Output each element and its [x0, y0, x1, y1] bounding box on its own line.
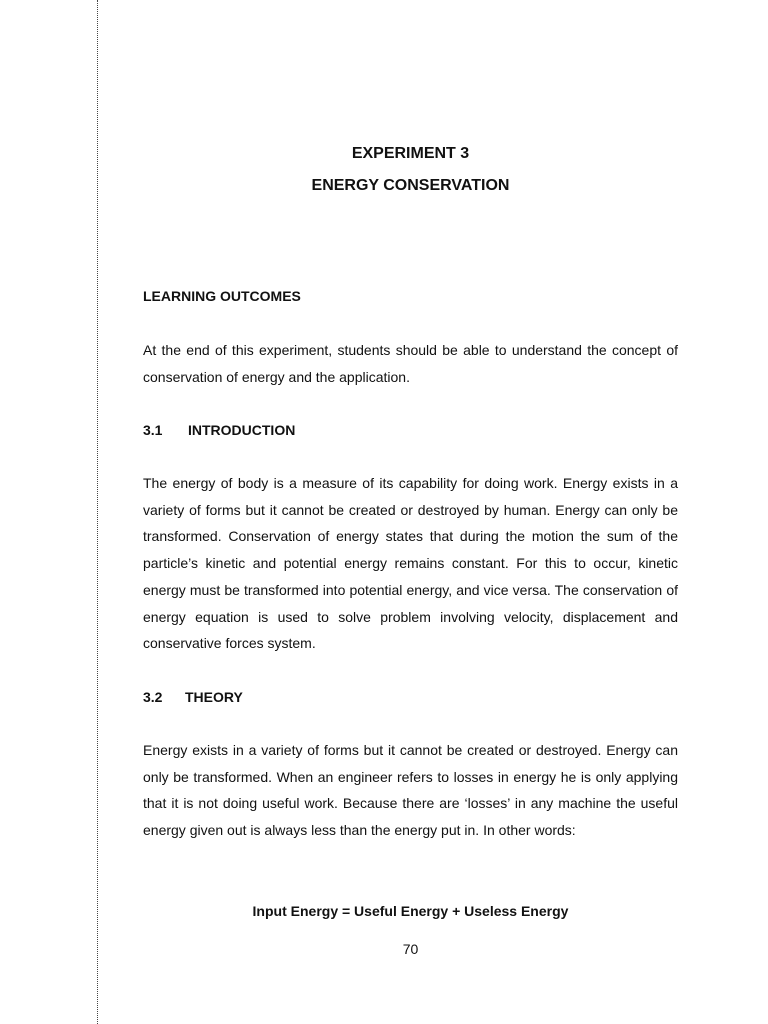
- theory-text: Energy exists in a variety of forms but it cannot be created or destroyed. Energy can only be transformed. When an engineer refers to losses in energy he is only applying that it is not doing useful work. Because there are ‘losses’ in any machine the useful energy given out is always less than the energy put in. In other words:: [143, 742, 678, 839]
- section-number: 3.1: [143, 422, 163, 438]
- learning-outcomes-heading: LEARNING OUTCOMES: [143, 288, 301, 304]
- experiment-title: ENERGY CONSERVATION: [311, 177, 510, 194]
- introduction-text: The energy of body is a measure of its capability for doing work. Energy exists in a variety of forms but it cannot be created or destroyed by human. Energy can only be transformed. Conservation of energy states that during the motion the sum of the particle’s kinetic and potential energy remains constant. For this to occur, kinetic energy must be transformed into potential energy, and vice versa. The conservation of energy equation is used to solve problem involving velocity, displacement and conservative forces system.: [143, 475, 678, 652]
- binding-margin-line: [97, 0, 98, 1024]
- theory-heading: [143, 689, 243, 705]
- learning-outcomes-text: At the end of this experiment, students should be able to understand the concept of conservation of energy and the application.: [143, 342, 678, 385]
- section-title: THEORY: [185, 689, 243, 705]
- section-number: 3.2: [143, 689, 163, 705]
- experiment-number-title: EXPERIMENT 3: [351, 145, 470, 162]
- page-number: 70: [402, 941, 419, 957]
- introduction-heading: [143, 422, 295, 438]
- section-title: INTRODUCTION: [188, 422, 296, 438]
- energy-equation: Input Energy = Useful Energy + Useless Energy: [252, 903, 569, 919]
